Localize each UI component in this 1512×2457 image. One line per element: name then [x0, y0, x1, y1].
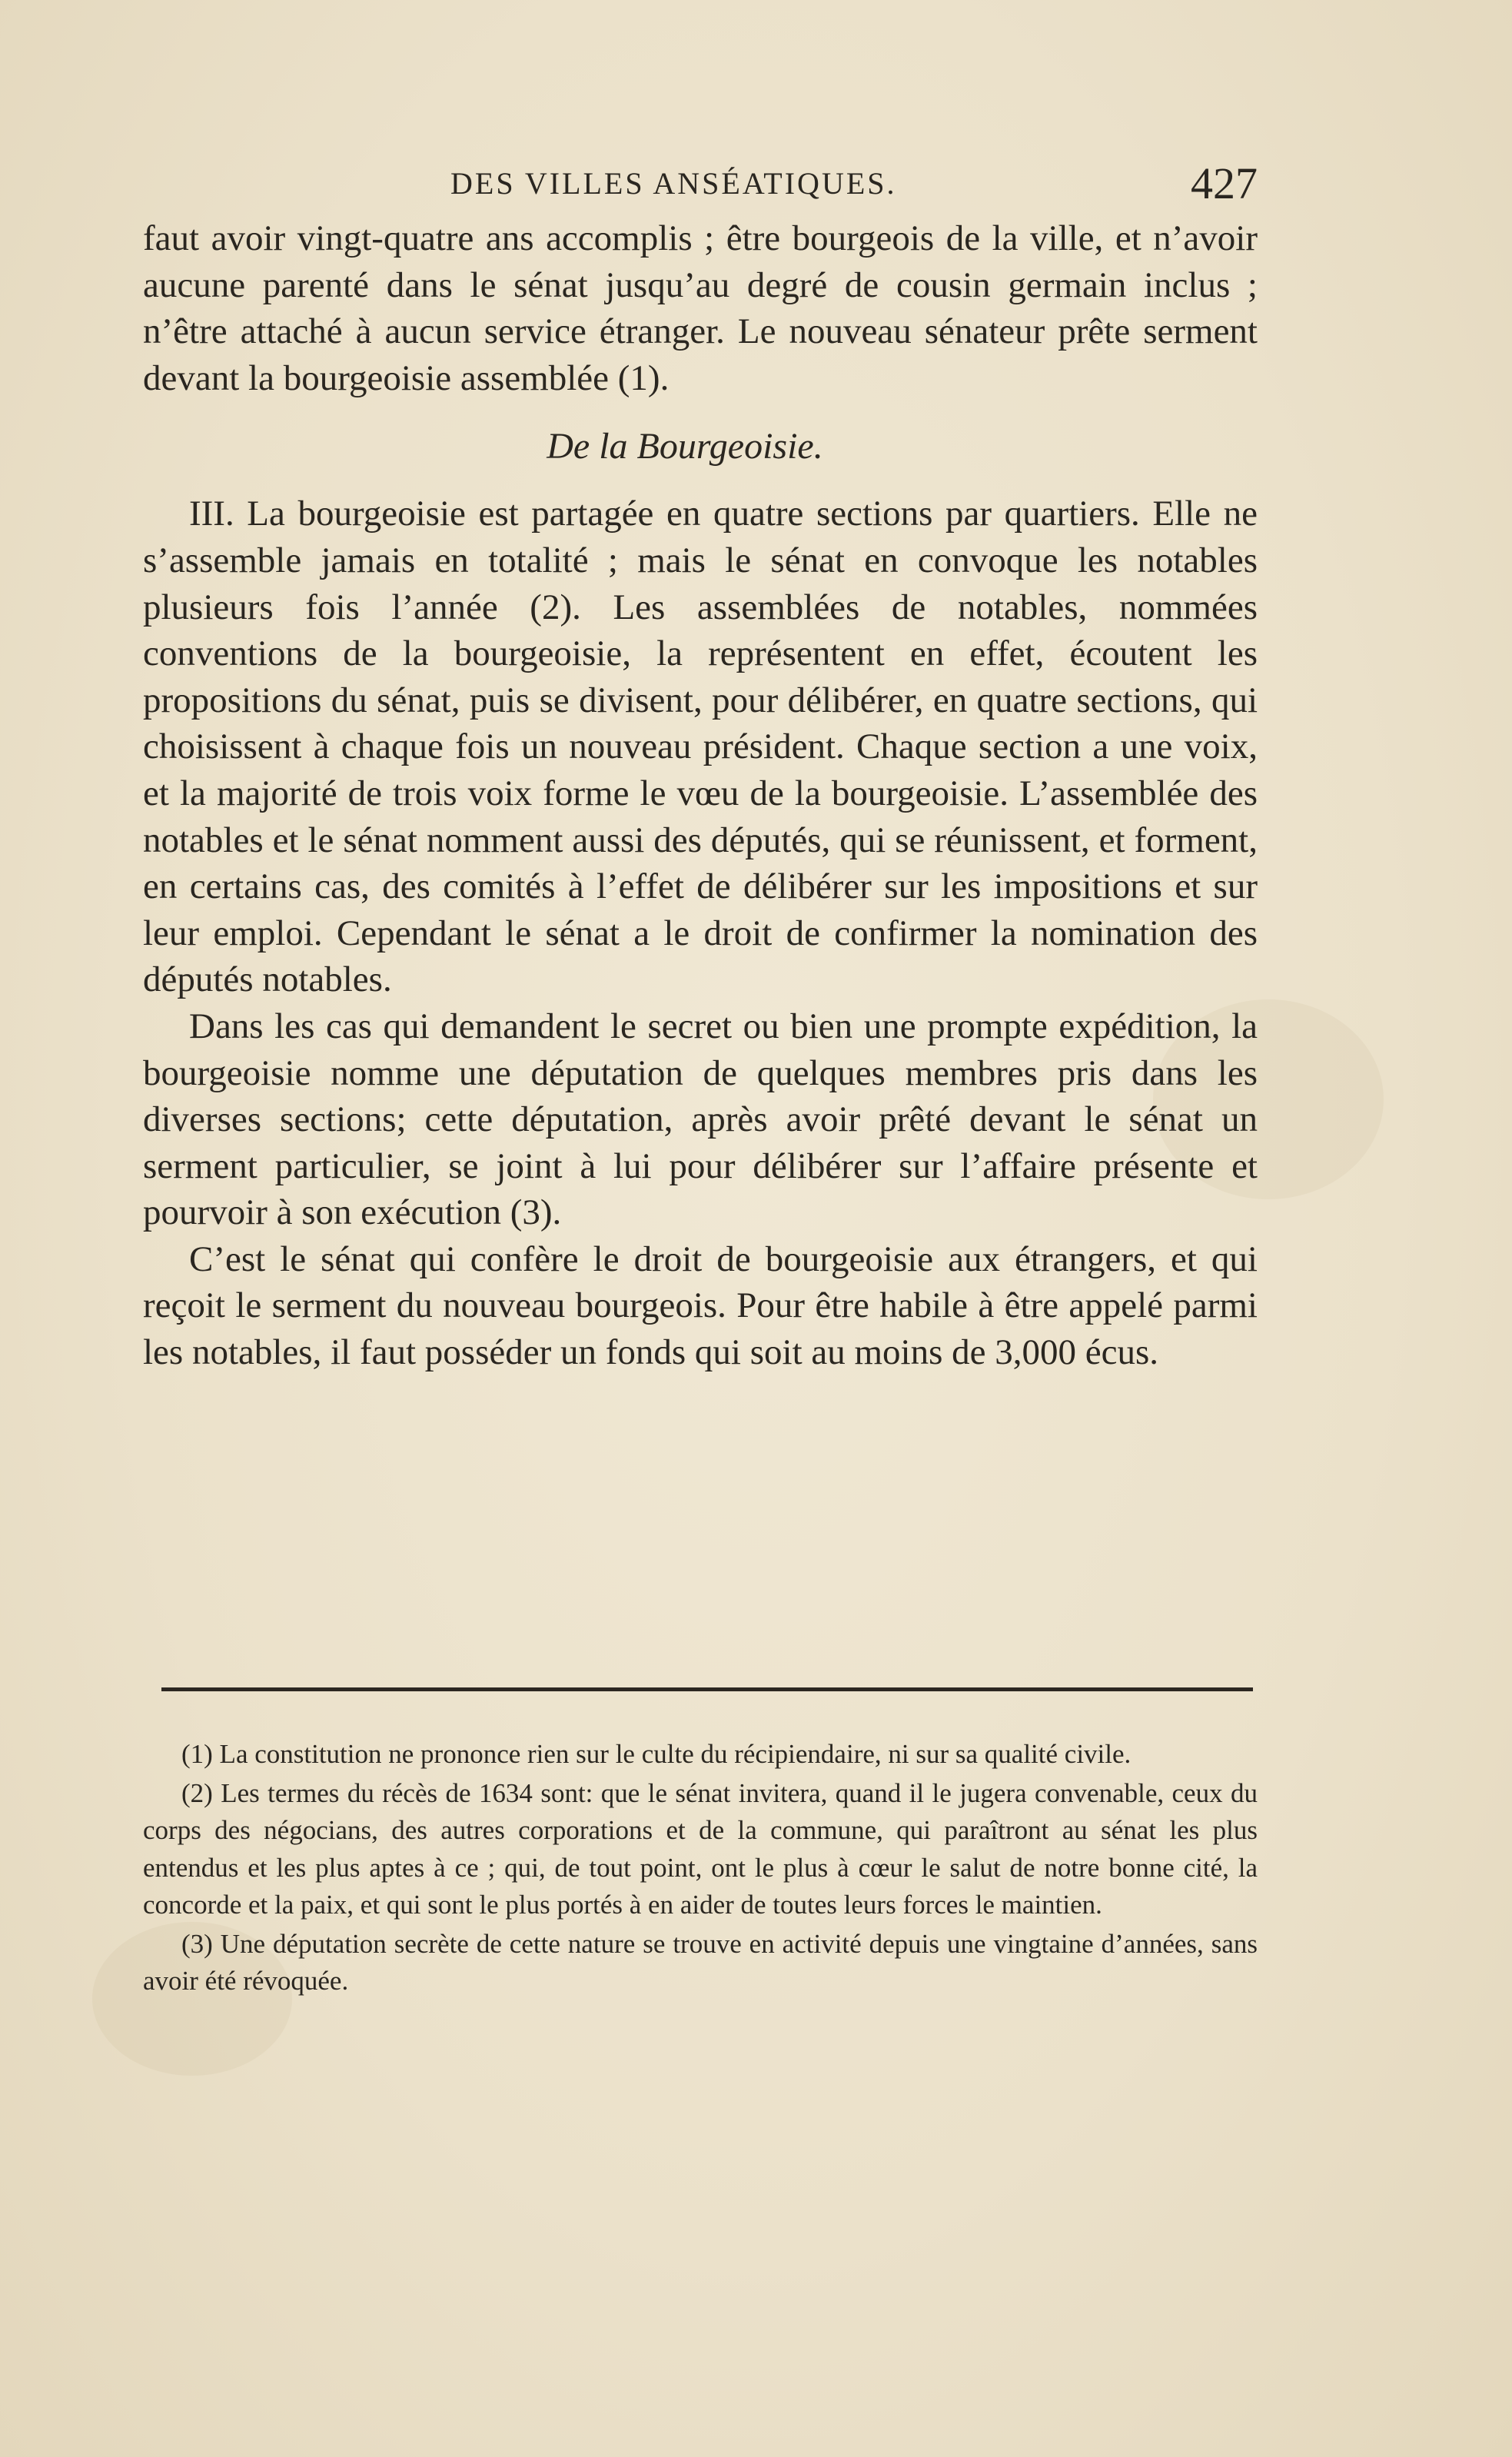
footnote-divider: [161, 1687, 1253, 1691]
running-head: DES VILLES ANSÉATIQUES.: [450, 166, 897, 201]
footnote: (1) La constitution ne prononce rien sur le culte du récipiendaire, ni sur sa qualité civile.: [181, 1739, 1132, 1769]
main-text: [143, 215, 1258, 1376]
body-paragraph: Dans les cas qui demandent le secret ou bien une prompte expédition, la bourgeoisie nomme une députation de quelques membres pris dans les diverses sections; cette députation, après avoir prêté devant le sénat un serment particulier, se joint à lui pour délibérer sur l’affaire présente et pourvoir à son exécution (3).: [143, 1006, 1258, 1233]
body-paragraph: C’est le sénat qui confère le droit de bourgeoisie aux étrangers, et qui reçoit le serment du nouveau bourgeois. Pour être habile à être appelé parmi les notables, il faut posséder un fonds qui soit au moins de 3,000 écus.: [143, 1238, 1258, 1373]
section-heading: De la Bourgeoisie.: [547, 426, 823, 467]
body-paragraph: III. La bourgeoisie est partagée en quatre sections par quartiers. Elle ne s’assemble jamais en totalité ; mais le sénat en convoque les notables plusieurs fois l’année (2). Les assemblées de notables, nommées conventions de la bourgeoisie, la représentent en effet, écoutent les propositions du sénat, puis se divisent, pour délibérer, en quatre sections, qui choisissent à chaque fois un nouveau président. Chaque section a une voix, et la majorité de trois voix forme le vœu de la bourgeoisie. L’assemblée des notables et le sénat nomment aussi des députés, qui se réunissent, et forment, en certains cas, des comités à l’effet de délibérer sur les impositions et sur leur emploi. Cependant le sénat a le droit de confirmer la nomination des députés notables.: [143, 494, 1258, 1000]
footnote: (2) Les termes du récès de 1634 sont: que le sénat invitera, quand il le jugera convenable, ceux du corps des négocians, des autres corporations et de la commune, qui paraîtront au sénat les plus entendus et les plus aptes à ce ; qui, de tout point, ont le plus à cœur le salut de notre bonne cité, la concorde et la paix, et qui sont le plus portés à en aider de toutes leurs forces le maintien.: [143, 1777, 1258, 1920]
footnote: (3) Une députation secrète de cette nature se trouve en activité depuis une vingtaine d’années, sans avoir été révoquée.: [143, 1928, 1258, 1996]
body-paragraph: faut avoir vingt-quatre ans accomplis ; être bourgeois de la ville, et n’avoir aucune parenté dans le sénat jusqu’au degré de cousin germain inclus ; n’être attaché à aucun service étranger. Le nouveau sénateur prête serment devant la bourgeoisie assemblée (1).: [143, 218, 1258, 398]
page-header: [143, 158, 1258, 211]
page-number: 427: [1191, 158, 1258, 208]
footnotes: [143, 1736, 1258, 2002]
